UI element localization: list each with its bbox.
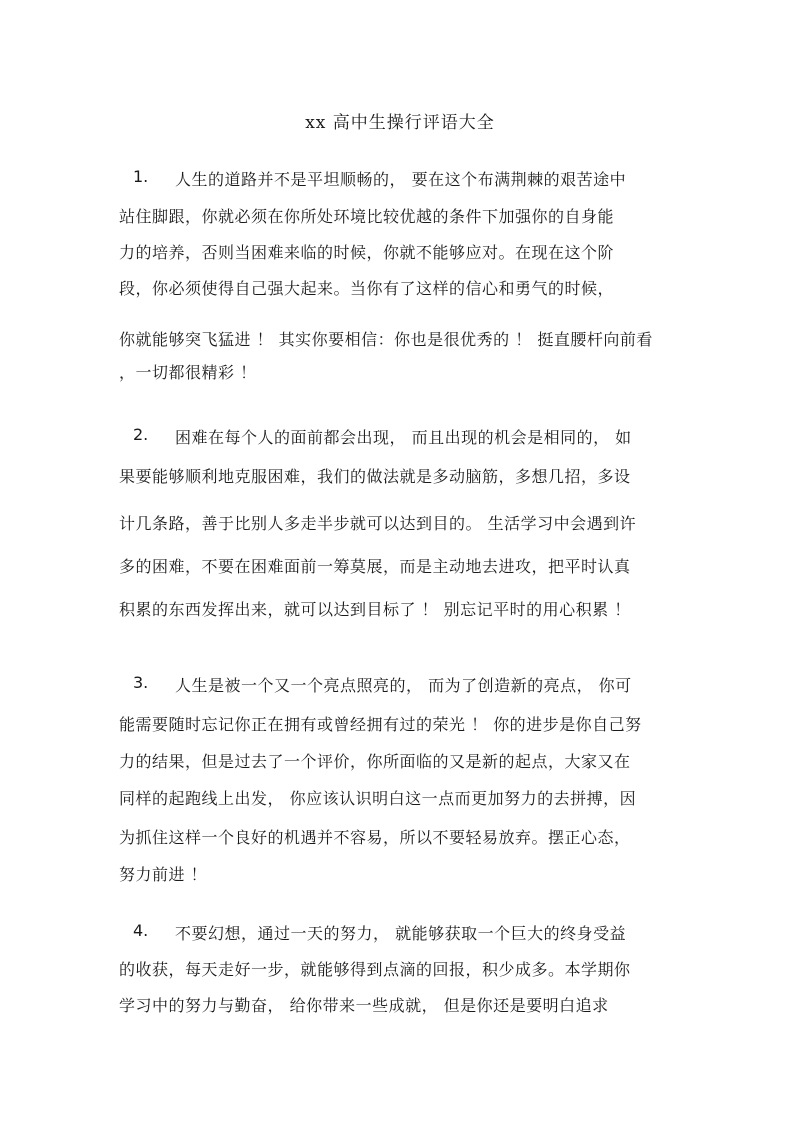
item-number: 4. — [133, 921, 149, 940]
paragraph-line: ，一切都很精彩 ！ — [119, 363, 257, 382]
paragraph-line: 努力前进 ！ — [119, 865, 208, 884]
paragraph-line: 同样的起跑线上出发， 你应该认识明白这一点而更加努力的去拼搏，因 — [119, 789, 637, 808]
paragraph-line: 不要幻想，通过一天的努力， 就能够获取一个巨大的终身受益 — [175, 924, 627, 943]
paragraph-line: 人生的道路并不是平坦顺畅的， 要在这个布满荆棘的艰苦途中 — [175, 170, 627, 189]
paragraph-line: 为抓住这样一个良好的机遇并不容易，所以不要轻易放弃。摆正心态， — [119, 828, 631, 847]
paragraph-line: 计几条路，善于比别人多走半步就可以达到目的。 生活学习中会遇到许 — [119, 514, 637, 533]
paragraph-line: 你就能够突飞猛进 ！ 其实你要相信：你也是很优秀的 ！ 挺直腰杆向前看 — [119, 330, 653, 349]
paragraph-line: 力的培养，否则当困难来临的时候，你就不能够应对。在现在这个阶 — [119, 243, 615, 262]
paragraph-line: 果要能够顺利地克服困难，我们的做法就是多动脑筋，多想几招，多设 — [119, 467, 631, 486]
paragraph-line: 人生是被一个又一个亮点照亮的， 而为了创造新的亮点， 你可 — [175, 676, 632, 695]
paragraph-line: 多的困难，不要在困难面前一筹莫展，而是主动地去进攻，把平时认真 — [119, 557, 631, 576]
item-number: 3. — [133, 673, 149, 692]
paragraph-line: 力的结果，但是过去了一个评价，你所面临的又是新的起点，大家又在 — [119, 752, 631, 771]
item-number: 1. — [133, 167, 149, 186]
item-number: 2. — [133, 425, 149, 444]
paragraph-line: 困难在每个人的面前都会出现， 而且出现的机会是相同的， 如 — [175, 428, 632, 447]
paragraph-line: 能需要随时忘记你正在拥有或曾经拥有过的荣光 ！ 你的进步是你自己努 — [119, 715, 642, 734]
paragraph-line: 段，你必须使得自己强大起来。当你有了这样的信心和勇气的时候， — [119, 279, 615, 298]
paragraph-line: 站住脚跟，你就必须在你所处环境比较优越的条件下加强你的自身能 — [119, 207, 615, 226]
document-title: xx 高中生操行评语大全 — [305, 113, 495, 133]
paragraph-line: 学习中的努力与勤奋， 给你带来一些成就， 但是你还是要明白追求 — [119, 996, 609, 1015]
paragraph-line: 的收获，每天走好一步，就能够得到点滴的回报，积少成多。本学期你 — [119, 960, 631, 979]
paragraph-line: 积累的东西发挥出来，就可以达到目标了 ！ 别忘记平时的用心积累 ！ — [119, 600, 631, 619]
